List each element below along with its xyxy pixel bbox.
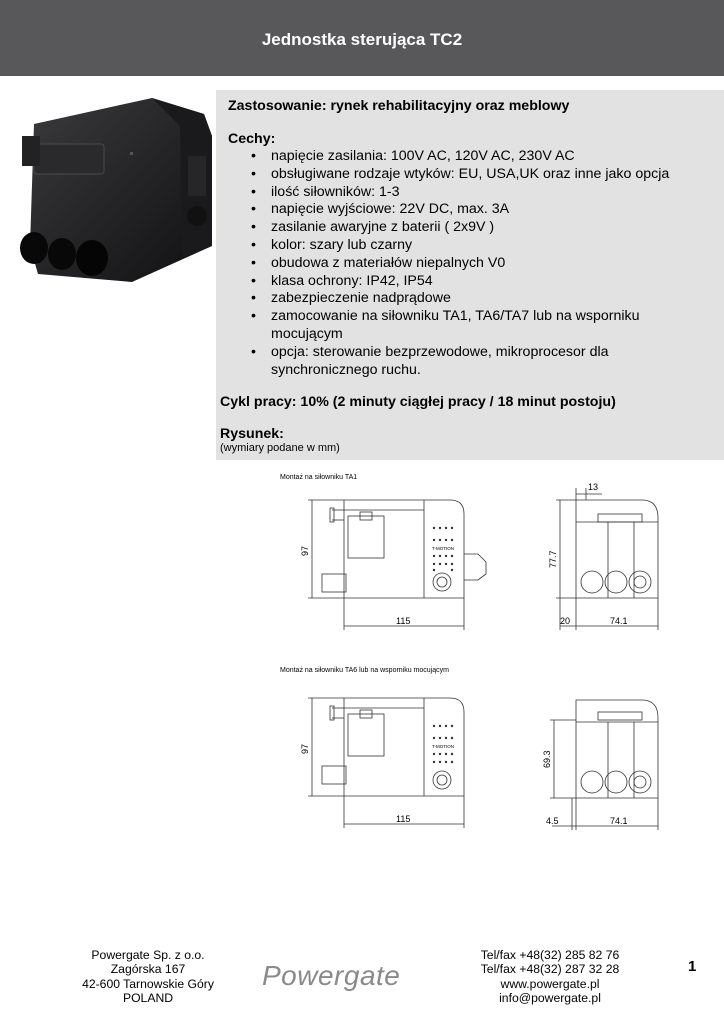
list-item: • zasilanie awaryjne z baterii ( 2x9V ) xyxy=(251,219,495,236)
list-item: • opcja: sterowanie bezprzewodowe, mikroprocesor dla synchronicznego ruchu. xyxy=(251,343,609,378)
drawing-note: (wymiary podane w mm) xyxy=(220,442,340,454)
dim-top-1: 13 xyxy=(588,482,599,492)
list-item: • kolor: szary lub czarny xyxy=(251,236,413,253)
company-name: Powergate Sp. z o.o. xyxy=(91,948,205,962)
list-item: • ilość siłowników: 1-3 xyxy=(251,183,400,200)
list-item: • napięcie wyjściowe: 22V DC, max. 3A xyxy=(251,201,510,218)
phone-2: Tel/fax +48(32) 287 32 28 xyxy=(480,962,620,977)
address-country: POLAND xyxy=(122,991,174,1006)
company-address xyxy=(58,948,238,1006)
drawing-caption-2: Montaż na siłowniku TA6 lub na wsporniku mocującym xyxy=(280,667,449,674)
dim-side-height-1: 77.7 xyxy=(548,550,558,568)
dim-width-1: 115 xyxy=(396,616,411,626)
brand-plate-text: T-MOTION xyxy=(432,744,454,749)
application-text: Zastosowanie: rynek rehabilitacyjny oraz meblowy xyxy=(228,98,570,114)
dim-side-height-2: 69.3 xyxy=(542,750,552,768)
side-view-drawing-2 xyxy=(520,690,670,840)
brand-plate-text: T-MOTION xyxy=(432,546,454,551)
product-photo xyxy=(12,96,216,292)
side-view-drawing-1 xyxy=(520,478,670,638)
dim-height-2: 97 xyxy=(300,743,310,754)
dim-width-2: 115 xyxy=(396,814,411,824)
features-list xyxy=(216,148,711,379)
dim-side-right-2: 74.1 xyxy=(610,816,628,826)
list-item: • obsługiwane rodzaje wtyków: EU, USA,UK oraz inne jako opcja xyxy=(251,165,670,182)
page-header xyxy=(0,0,724,76)
email-link[interactable]: info@powergate.pl xyxy=(499,991,601,1006)
website-link[interactable]: www.powergate.pl xyxy=(500,976,600,991)
contact-info xyxy=(470,948,630,1006)
dim-side-right-1: 74.1 xyxy=(610,616,628,626)
list-item: • zamocowanie na siłowniku TA1, TA6/TA7 lub na wsporniku mocującym xyxy=(251,308,640,342)
drawing-heading: Rysunek: xyxy=(220,426,284,442)
address-street: Zagórska 167 xyxy=(110,962,186,977)
page-number: 1 xyxy=(688,958,697,975)
dim-side-left-2: 4.5 xyxy=(546,816,559,826)
list-item: • napięcie zasilania: 100V AC, 120V AC, 230V AC xyxy=(251,148,575,164)
address-city: 42-600 Tarnowskie Góry xyxy=(82,976,214,991)
list-item: • zabezpieczenie nadprądowe xyxy=(251,290,451,307)
front-view-drawing-1 xyxy=(300,490,510,640)
dim-height-1: 97 xyxy=(300,545,310,556)
front-view-drawing-2 xyxy=(300,688,510,838)
drawing-caption-1: Montaż na siłowniku TA1 xyxy=(280,474,358,481)
phone-1: Tel/fax +48(32) 285 82 76 xyxy=(480,948,620,962)
dim-side-left-1: 20 xyxy=(560,616,571,626)
page-title: Jednostka sterująca TC2 xyxy=(261,30,463,49)
duty-cycle-text: Cykl pracy: 10% (2 minuty ciągłej pracy / 18 minut postoju) xyxy=(220,394,616,410)
powergate-logo: Powergate xyxy=(262,960,401,991)
features-heading: Cechy: xyxy=(228,131,276,147)
list-item: • klasa ochrony: IP42, IP54 xyxy=(251,272,433,289)
specification-panel xyxy=(216,90,724,460)
list-item: • obudowa z materiałów niepalnych V0 xyxy=(251,254,506,271)
